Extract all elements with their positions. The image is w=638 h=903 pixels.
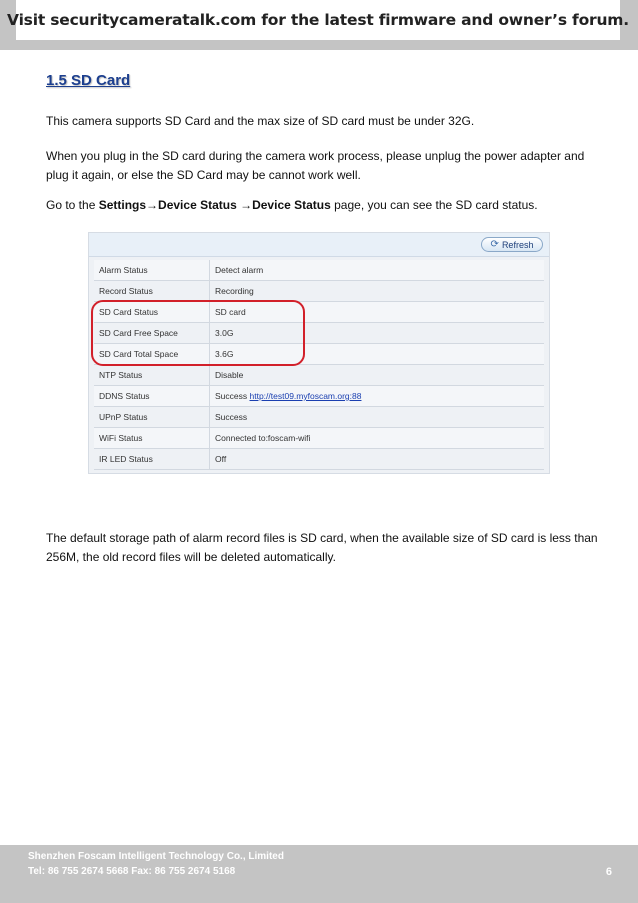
table-row [94,260,544,281]
status-value-text: Recording [215,286,254,296]
status-label: SD Card Status [94,302,210,323]
nav-prefix: Go to the [46,198,99,212]
table-row [94,449,544,470]
status-value-text: SD card [215,307,246,317]
ddns-link[interactable]: http://test09.myfoscam.org:88 [249,391,362,401]
status-label: SD Card Free Space [94,323,210,344]
banner-text: Visit securitycameratalk.com for the latest firmware and owner’s forum. [7,11,629,29]
status-value [210,407,545,428]
screenshot-toolbar [89,233,549,257]
status-value-text: Detect alarm [215,265,264,275]
status-value [210,365,545,386]
arrow-right-icon: → [146,198,159,212]
status-label: NTP Status [94,365,210,386]
refresh-label: Refresh [501,239,534,250]
status-label: SD Card Total Space [94,344,210,365]
paragraph-navigation [46,196,606,215]
status-value-text: Off [215,454,227,464]
status-value [210,281,545,302]
footer [0,845,638,903]
table-row [94,407,544,428]
arrow-right-icon: → [240,198,253,212]
page-number: 6 [605,866,612,878]
nav-settings: Settings [98,198,147,212]
status-value [210,449,545,470]
top-banner [0,0,638,50]
status-label: DDNS Status [94,386,210,407]
paragraph-storage-path: The default storage path of alarm record files is SD card, when the available size of SD card is less than 256M, the old record files will be deleted automatically. [46,531,598,564]
refresh-icon: ⟳ [490,239,499,250]
table-row [94,281,544,302]
status-label: Record Status [94,281,210,302]
footer-company: Shenzhen Foscam Intelligent Technology Co., Limited [28,851,284,862]
paragraph-plug-in: When you plug in the SD card during the camera work process, please unplug the power adapter and plug it again, or else the SD Card may be cannot work well. [46,149,585,182]
status-value-text: 3.0G [215,328,234,338]
paragraph-sd-support: This camera supports SD Card and the max size of SD card must be under 32G. [46,114,475,128]
nav-suffix: page, you can see the SD card status. [330,198,538,212]
status-value-text: Connected to:foscam-wifi [215,433,311,443]
status-value [210,386,545,407]
refresh-button[interactable] [481,237,543,252]
status-label: IR LED Status [94,449,210,470]
section-title: 1.5 SD Card [46,72,131,89]
footer-contact: Tel: 86 755 2674 5668 Fax: 86 755 2674 5168 [28,866,236,877]
status-label: WiFi Status [94,428,210,449]
banner-box [7,0,629,40]
nav-device-status-2: Device Status [252,198,331,212]
sd-card-highlight [91,300,305,366]
table-row [94,365,544,386]
table-row [94,386,544,407]
status-label: Alarm Status [94,260,210,281]
table-row [94,428,544,449]
status-value [210,428,545,449]
status-value [210,260,545,281]
status-value-text: Success [215,412,248,422]
status-label: UPnP Status [94,407,210,428]
status-value-text: Disable [215,370,244,380]
nav-device-status-1: Device Status [158,198,241,212]
status-value-text: Success [215,391,250,401]
status-value-text: 3.6G [215,349,234,359]
